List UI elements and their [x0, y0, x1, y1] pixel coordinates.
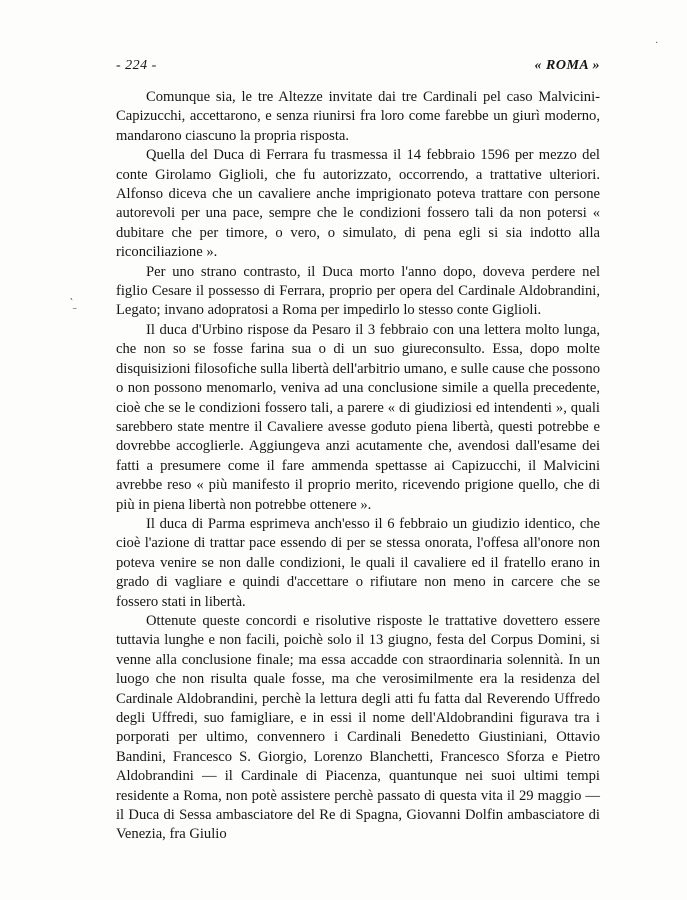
running-title: « ROMA » [534, 58, 600, 73]
paragraph-5: Il duca di Parma esprimeva anch'esso il 6 febbraio un giudizio identico, che cioè l'azione di trattar pace essendo di per se stessa onorata, l'offesa all'onore non poteva venire se non dalle condizioni, le quali il cavaliere ed il fratello erano in grado di vagliare e quindi d'accettare o rifiutare non meno in carcere che se fossero stati in libertà. [116, 515, 600, 610]
page-number: - 224 - [116, 58, 157, 73]
paragraph-4: Il duca d'Urbino rispose da Pesaro il 3 febbraio con una lettera molto lunga, che non so se fosse farina sua o di un suo giureconsulto. Essa, dopo molte disquisizioni filosofiche sulla libertà dell'arbitrio umano, e sulle cause che possono o non possono menomarlo, veniva ad una conclusione simile a quella precedente, cioè che se le condizioni fossero tali, a parere « di giudiziosi ed intendenti », quali sarebbero state mentre il Cavaliere avesse goduto piena libertà, questi potrebbe e dovrebbe accoglierle. Aggiungeva anzi acutamente che, avendosi dall'esame dei fatti a presumere come il fare ammenda spettasse ai Capizucchi, il Malvicini avrebbe reso « più manifesto il proprio merito, ricevendo prigione quello, che di più in piena libertà non potrebbe ottenere ». [116, 321, 600, 513]
corner-mark: · [655, 38, 659, 49]
paragraph-3: Per uno strano contrasto, il Duca morto l'anno dopo, doveva perdere nel figlio Cesare il possesso di Ferrara, proprio per opera del Cardinale Aldobrandini, Legato; invano adopratosi a Roma per impedirlo lo stesso conte Giglioli. [116, 263, 600, 319]
body-text [116, 88, 600, 845]
paragraph-1: Comunque sia, le tre Altezze invitate dai tre Cardinali pel caso Malvicini-Capizucchi, accettarono, e senza riunirsi fra loro come farebbe un giurì moderno, mandarono ciascuno la propria risposta. [116, 89, 600, 144]
paragraph-2: Quella del Duca di Ferrara fu trasmessa il 14 febbraio 1596 per mezzo del conte Girolamo Giglioli, che fu autorizzato, occorrendo, a trattative ulteriori. Alfonso diceva che un cavaliere anche imprigionato poteva trattare con persone autorevoli per una pace, sempre che le condizioni fossero tali da non potersi « dubitare che per timore, o vero, o simulato, di pena egli si sia indotto alla riconciliazione ». [116, 147, 600, 261]
page-header [116, 58, 600, 78]
margin-mark: ‵ˍ [70, 296, 77, 310]
paragraph-6: Ottenute queste concordi e risolutive risposte le trattative dovettero essere tuttavia lunghe e non facili, poichè solo il 13 giugno, festa del Corpus Domini, si venne alla conclusione finale; ma essa accadde con straordinaria solennità. In un luogo che non risulta quale fosse, ma che verosimilmente era la residenza del Cardinale Aldobrandini, perchè la lettura degli atti fu fatta dal Reverendo Uffredo degli Uffredi, suo famigliare, e in essi il nome dell'Aldobrandini figurava tra i porporati per ultimo, convennero i Cardinali Benedetto Giustiniani, Ottavio Bandini, Francesco S. Giorgio, Lorenzo Blanchetti, Francesco Sforza e Pietro Aldobrandini — il Cardinale di Piacenza, quantunque nei suoi ultimi tempi residente a Roma, non potè assistere perchè passato di questa vita il 29 maggio — il Duca di Sessa ambasciatore del Re di Spagna, Giovanni Dolfin ambasciatore di Venezia, fra Giulio [116, 612, 600, 843]
